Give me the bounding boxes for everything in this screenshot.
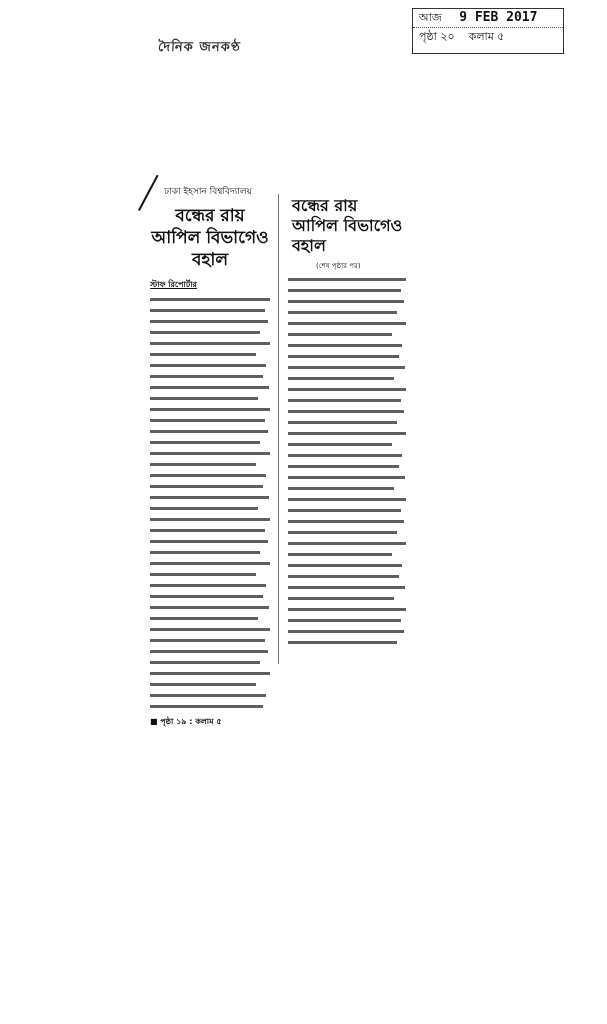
text-line [150, 540, 268, 543]
text-line [150, 518, 270, 521]
continued-headline: বন্ধের রায় আপিল বিভাগেও বহাল [292, 196, 403, 255]
text-line [150, 430, 268, 433]
text-line [150, 386, 269, 389]
text-line [288, 432, 406, 435]
text-line [288, 630, 404, 633]
article-byline: স্টাফ রিপোর্টার [150, 280, 197, 289]
newspaper-masthead: দৈনিক জনকণ্ঠ [157, 40, 242, 55]
stamp-page: পৃষ্ঠা ২০ [419, 30, 455, 43]
stamp-label: আজ [419, 11, 442, 24]
text-line [288, 377, 394, 380]
text-line [150, 595, 263, 598]
text-line [288, 564, 402, 567]
text-line [150, 463, 256, 466]
article-continuation: ■ পৃষ্ঠা ১৯ : কলাম ৫ [150, 717, 222, 726]
text-line [150, 650, 268, 653]
text-line [150, 606, 269, 609]
text-line [150, 705, 263, 708]
article-headline: বন্ধের রায় আপিল বিভাগেও বহাল [151, 206, 269, 270]
text-line [288, 608, 406, 611]
continued-body [288, 278, 406, 644]
text-line [150, 485, 263, 488]
text-line [288, 333, 392, 336]
text-line [288, 641, 397, 644]
text-line [288, 619, 401, 622]
text-line [150, 661, 260, 664]
text-line [288, 531, 397, 534]
text-line [288, 366, 405, 369]
text-line [150, 617, 258, 620]
text-line [150, 694, 266, 697]
text-line [150, 441, 260, 444]
text-line [288, 289, 401, 292]
text-line [288, 520, 404, 523]
text-line [150, 397, 258, 400]
stamp-column: কলাম ৫ [468, 30, 505, 43]
text-line [150, 364, 266, 367]
text-line [288, 344, 402, 347]
text-line [150, 573, 256, 576]
text-line [150, 584, 266, 587]
text-line [288, 509, 401, 512]
text-line [288, 311, 397, 314]
article-right [288, 196, 406, 652]
text-line [288, 542, 406, 545]
text-line [288, 388, 406, 391]
text-line [288, 553, 392, 556]
text-line [150, 683, 256, 686]
text-line [150, 452, 270, 455]
text-line [150, 298, 270, 301]
text-line [150, 474, 266, 477]
text-line [150, 551, 260, 554]
text-line [288, 443, 392, 446]
text-line [288, 399, 401, 402]
text-line [288, 487, 394, 490]
kicker-text: ঢাকা ইহসান বিশ্ববিদ্যালয় [164, 187, 252, 197]
text-line [288, 278, 406, 281]
text-line [288, 476, 405, 479]
text-line [150, 562, 270, 565]
article-kicker [150, 184, 270, 199]
text-line [150, 639, 265, 642]
text-line [288, 454, 402, 457]
text-line [150, 419, 265, 422]
text-line [288, 575, 399, 578]
text-line [288, 355, 399, 358]
text-line [150, 496, 269, 499]
text-line [288, 586, 405, 589]
text-line [288, 498, 406, 501]
article-left [150, 184, 270, 729]
text-line [288, 597, 394, 600]
text-line [288, 322, 406, 325]
text-line [150, 320, 268, 323]
text-line [150, 507, 258, 510]
clipping-stamp [412, 8, 564, 54]
stamp-date: 9 FEB 2017 [459, 10, 538, 25]
column-divider [278, 194, 279, 664]
text-line [150, 672, 270, 675]
text-line [150, 375, 263, 378]
text-line [288, 421, 397, 424]
text-line [288, 410, 404, 413]
stamp-date-row [413, 9, 563, 28]
article-body [150, 298, 270, 708]
text-line [150, 353, 256, 356]
text-line [150, 309, 265, 312]
text-line [150, 408, 270, 411]
text-line [150, 342, 270, 345]
text-line [150, 628, 270, 631]
text-line [288, 465, 399, 468]
text-line [288, 300, 404, 303]
stamp-page-row [413, 28, 563, 46]
text-line [150, 331, 260, 334]
continued-subnote: (শেষ পৃষ্ঠার পর) [316, 262, 361, 270]
text-line [150, 529, 265, 532]
